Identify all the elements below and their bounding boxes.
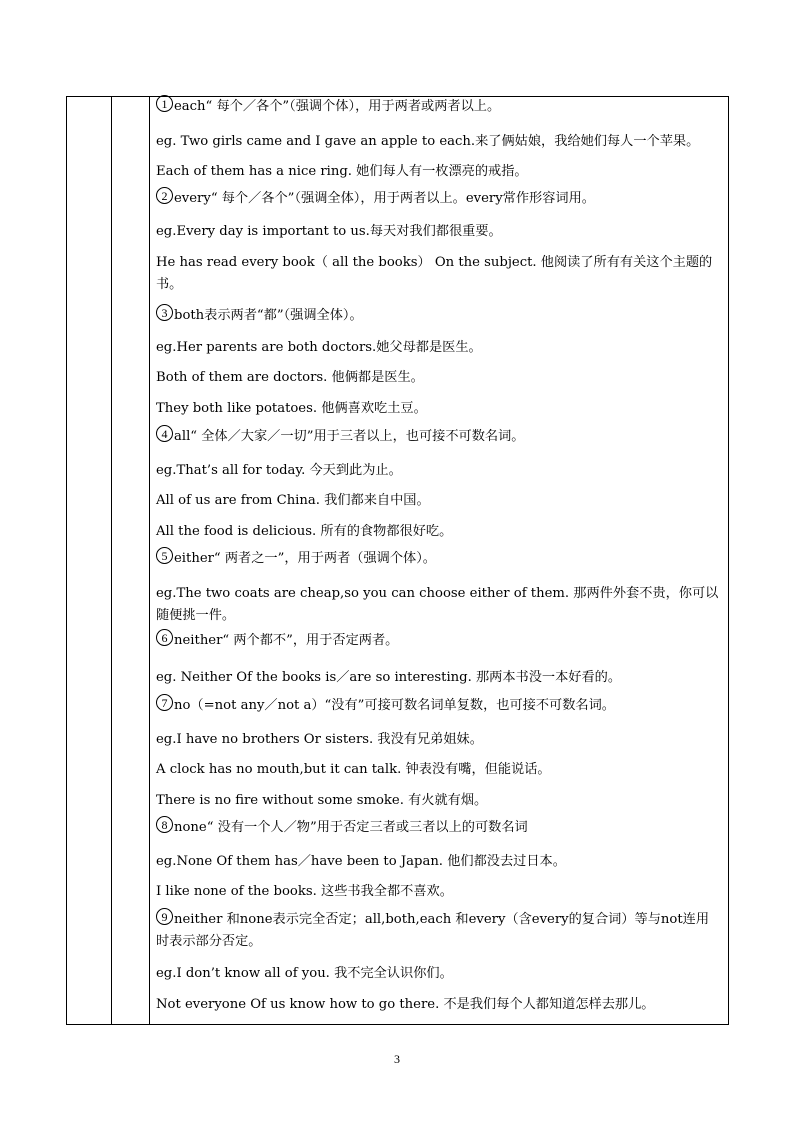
example-line [156, 131, 722, 153]
circled-number: 7 [156, 694, 173, 711]
table-column-divider [111, 97, 112, 1024]
numbered-rule-line [156, 304, 722, 327]
line-text: eg.I don’t know all of you. 我不完全认识你们。 [156, 966, 453, 981]
example-line [156, 221, 722, 243]
circled-number: 1 [156, 95, 173, 112]
circled-number: 3 [156, 304, 173, 321]
example-line [156, 790, 722, 812]
line-text: both表示两者“都”（强调全体）。 [174, 308, 363, 323]
line-text: every“ 每个／各个”（强调全体），用于两者以上。every常作形容词用。 [174, 191, 595, 206]
example-line [156, 398, 722, 420]
page-number: 3 [394, 1052, 400, 1066]
example-line [156, 583, 722, 627]
example-line [156, 759, 722, 781]
line-text: eg.Every day is important to us.每天对我们都很重要。 [156, 224, 502, 239]
line-text: either“ 两者之一”，用于两者（强调个体）。 [174, 551, 436, 566]
line-text: none“ 没有一个人／物”用于否定三者或三者以上的可数名词 [174, 820, 528, 835]
line-text: eg. Two girls came and I gave an apple to each.来了俩姑娘，我给她们每人一个苹果。 [156, 134, 700, 149]
line-text: All the food is delicious. 所有的食物都很好吃。 [156, 524, 453, 539]
line-text: Both of them are doctors. 他俩都是医生。 [156, 370, 424, 385]
line-text: each“ 每个／各个”（强调个体），用于两者或两者以上。 [174, 99, 501, 114]
circled-number: 8 [156, 816, 173, 833]
content-table [66, 96, 729, 1025]
example-line [156, 460, 722, 482]
circled-number: 4 [156, 425, 173, 442]
line-text: eg.That’s all for today. 今天到此为止。 [156, 463, 402, 478]
example-line [156, 881, 722, 903]
numbered-rule-line [156, 694, 722, 717]
circled-number: 2 [156, 187, 173, 204]
example-line [156, 367, 722, 389]
line-text: eg. Neither Of the books is／are so interesting. 那两本书没一本好看的。 [156, 670, 622, 685]
circled-number: 6 [156, 629, 173, 646]
line-text: Each of them has a nice ring. 她们每人有一枚漂亮的戒指。 [156, 164, 528, 179]
numbered-rule-line [156, 816, 722, 839]
line-text: A clock has no mouth,but it can talk. 钟表没有嘴，但能说话。 [156, 762, 551, 777]
numbered-rule-line [156, 425, 722, 448]
example-line [156, 729, 722, 751]
line-text: no（=not any／not a）“没有”可接可数名词单复数，也可接不可数名词。 [174, 698, 615, 713]
circled-number: 5 [156, 547, 173, 564]
line-text: eg.None Of them has／have been to Japan. 他们都没去过日本。 [156, 854, 566, 869]
circled-number: 9 [156, 908, 173, 925]
example-line [156, 252, 722, 296]
numbered-rule-line [156, 95, 722, 118]
numbered-rule-line [156, 629, 722, 652]
example-line [156, 994, 722, 1016]
line-text: eg.Her parents are both doctors.她父母都是医生。 [156, 340, 482, 355]
line-text: There is no fire without some smoke. 有火就有烟。 [156, 793, 488, 808]
line-text: They both like potatoes. 他俩喜欢吃土豆。 [156, 401, 427, 416]
line-text: eg.I have no brothers Or sisters. 我没有兄弟姐妹。 [156, 732, 483, 747]
example-line [156, 851, 722, 873]
line-text: Not everyone Of us know how to go there. 不是我们每个人都知道怎样去那儿。 [156, 997, 655, 1012]
line-text: All of us are from China. 我们都来自中国。 [156, 493, 430, 508]
example-line [156, 963, 722, 985]
example-line [156, 490, 722, 512]
numbered-rule-line [156, 908, 722, 953]
numbered-rule-line [156, 187, 722, 210]
example-line [156, 161, 722, 183]
numbered-rule-line [156, 547, 722, 570]
example-line [156, 521, 722, 543]
example-line [156, 667, 722, 689]
line-text: neither 和none表示完全否定；all,both,each 和every（含every的复合词）等与not连用时表示部分否定。 [156, 912, 710, 949]
line-text: He has read every book（ all the books） On the subject. 他阅读了所有有关这个主题的书。 [156, 255, 713, 292]
line-text: eg.The two coats are cheap,so you can choose either of them. 那两件外套不贵，你可以随便挑一件。 [156, 586, 719, 623]
line-text: neither“ 两个都不”，用于否定两者。 [174, 633, 399, 648]
line-text: I like none of the books. 这些书我全都不喜欢。 [156, 884, 453, 899]
table-column-divider [149, 97, 150, 1024]
example-line [156, 337, 722, 359]
line-text: all“ 全体／大家／一切”用于三者以上，也可接不可数名词。 [174, 429, 525, 444]
